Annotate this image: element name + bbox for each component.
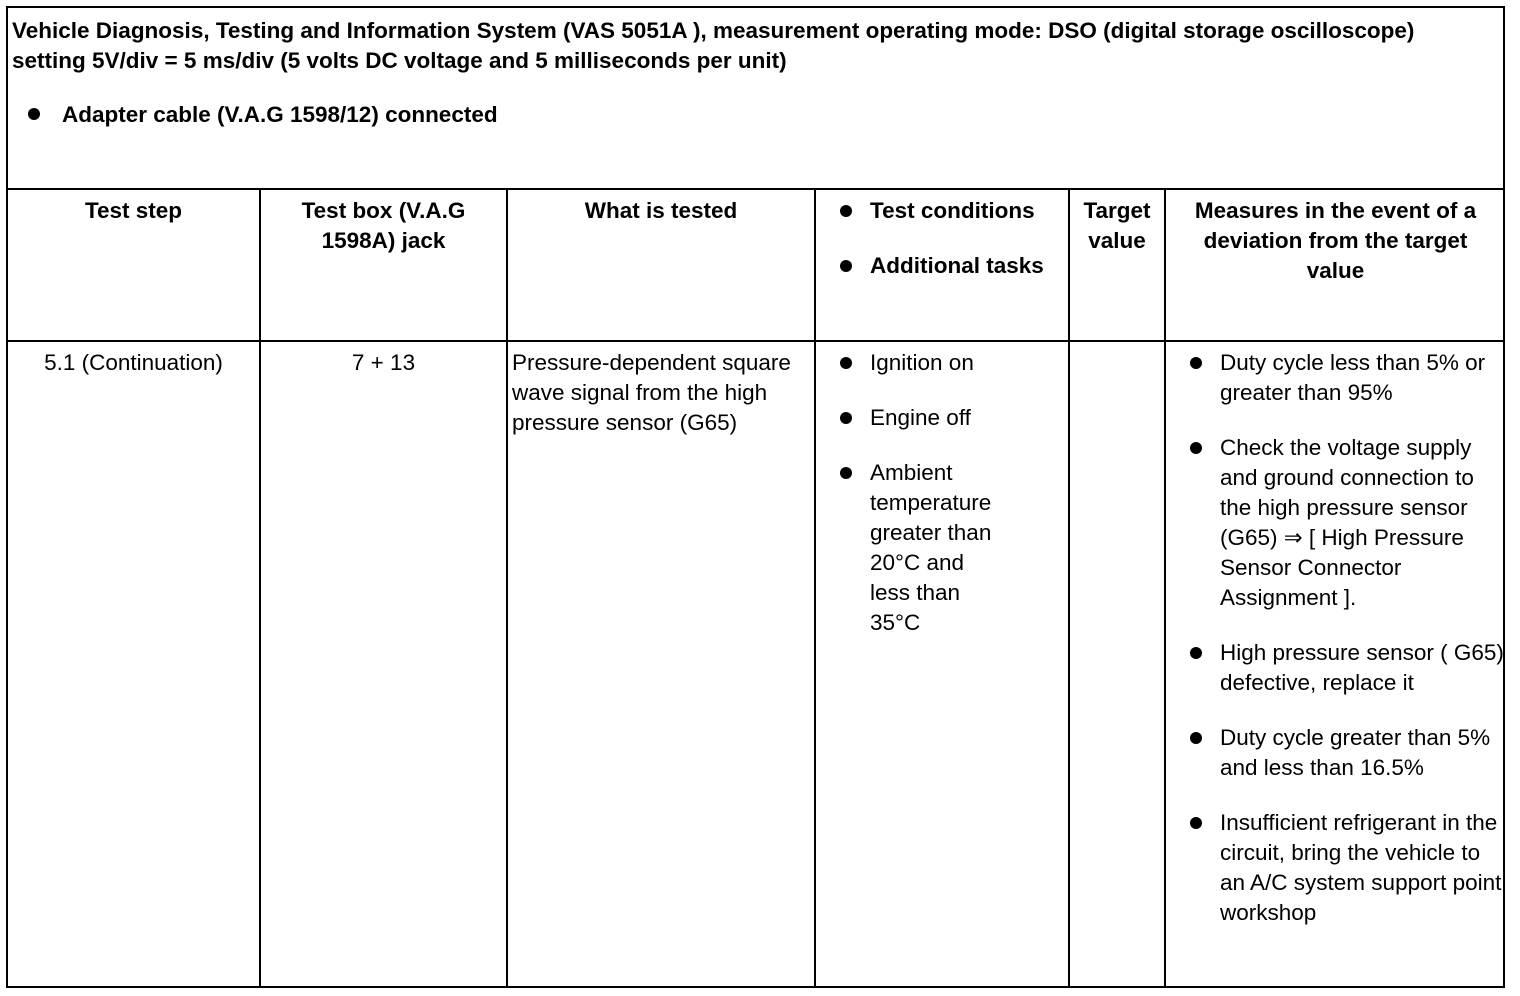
- header-conditions: [840, 196, 1068, 281]
- measure-item: Duty cycle less than 5% or greater than 95%: [1190, 348, 1504, 408]
- measure-item: Check the voltage supply and ground connection to the high pressure sensor (G65) ⇒ [ High Pressure Sensor Connector Assignment ].: [1190, 433, 1504, 613]
- intro-text: Vehicle Diagnosis, Testing and Information System (VAS 5051A ), measurement operating mode: DSO (digital storage oscilloscope) setting 5V/div = 5 ms/div (5 volts DC voltage and 5 milliseconds per unit): [12, 18, 1415, 73]
- bullet-icon: [840, 467, 852, 479]
- condition-item: Engine off: [840, 403, 1000, 433]
- bullet-icon: [840, 205, 852, 217]
- bullet-icon: [1190, 442, 1202, 454]
- bullet-icon: [1190, 647, 1202, 659]
- header-divider: [8, 340, 1503, 342]
- row-test-box: 7 + 13: [351, 350, 416, 375]
- intro-bullet: [28, 100, 498, 130]
- header-condition-item: Additional tasks: [840, 251, 1068, 281]
- bullet-icon: [1190, 357, 1202, 369]
- row-test-step: 5.1 (Continuation): [44, 350, 223, 375]
- row-what-tested: Pressure-dependent square wave signal from the high pressure sensor (G65): [512, 350, 791, 435]
- row-measures: [1190, 348, 1504, 928]
- bullet-icon: [1190, 817, 1202, 829]
- condition-item: Ambient temperature greater than 20°C and less than 35°C: [840, 458, 1000, 638]
- column-divider: [1164, 190, 1166, 986]
- measure-item: High pressure sensor ( G65) defective, replace it: [1190, 638, 1504, 698]
- column-divider: [506, 190, 508, 986]
- header-target-value: Target value: [1083, 198, 1151, 253]
- bullet-icon: [1190, 732, 1202, 744]
- condition-item: Ignition on: [840, 348, 1000, 378]
- bullet-icon: [28, 108, 40, 120]
- intro-section: [8, 8, 1503, 190]
- column-divider: [1068, 190, 1070, 986]
- row-conditions: [840, 348, 1000, 638]
- measure-item: Duty cycle greater than 5% and less than 16.5%: [1190, 723, 1504, 783]
- header-what-tested: What is tested: [584, 198, 738, 223]
- measure-item: Insufficient refrigerant in the circuit, bring the vehicle to an A/C system support point workshop: [1190, 808, 1504, 928]
- column-divider: [259, 190, 261, 986]
- bullet-icon: [840, 357, 852, 369]
- test-table: [6, 6, 1505, 988]
- header-test-box: Test box (V.A.G 1598A) jack: [301, 198, 466, 253]
- header-condition-item: Test conditions: [840, 196, 1068, 226]
- intro-bullet-text: Adapter cable (V.A.G 1598/12) connected: [62, 102, 498, 127]
- bullet-icon: [840, 412, 852, 424]
- header-measures: Measures in the event of a deviation from the target value: [1194, 198, 1477, 283]
- bullet-icon: [840, 260, 852, 272]
- header-test-step: Test step: [84, 198, 183, 223]
- column-divider: [814, 190, 816, 986]
